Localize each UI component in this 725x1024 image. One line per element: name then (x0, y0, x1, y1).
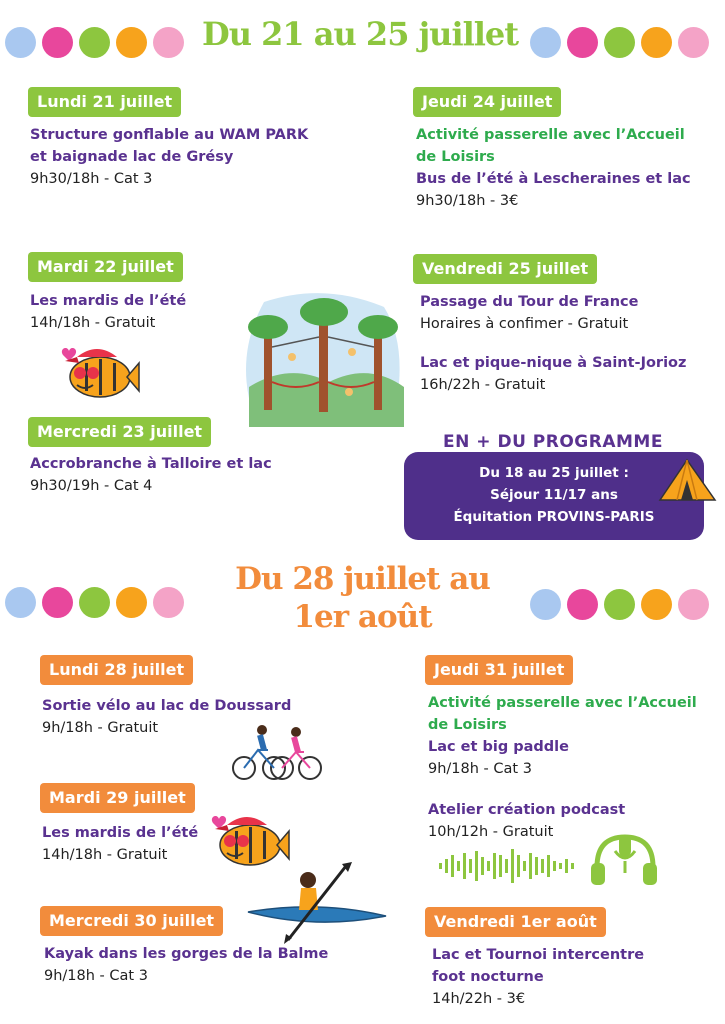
dots-top-right (530, 27, 709, 58)
activity-vendredi-25: Passage du Tour de France Horaires à confimer - Gratuit (420, 294, 639, 332)
day-label-jeudi-24: Jeudi 24 juillet (413, 87, 561, 117)
day-label-jeudi-31: Jeudi 31 juillet (425, 655, 573, 685)
day-label-lundi-28: Lundi 28 juillet (40, 655, 193, 685)
activity-jeudi-31-podcast: Atelier création podcast 10h/12h - Gratuit (428, 802, 626, 840)
activity-mercredi-30: Kayak dans les gorges de la Balme 9h/18h - Cat 3 (44, 946, 329, 984)
activity-mardi-29: Les mardis de l’été 14h/18h - Gratuit (42, 825, 199, 863)
day-label-mercredi-30: Mercredi 30 juillet (40, 906, 223, 936)
kayak-icon (246, 862, 388, 944)
cyclists-icon (230, 720, 325, 782)
tent-icon (655, 455, 720, 505)
week2-title: Du 28 juillet au 1er août (235, 561, 490, 635)
treetop-adventure-icon (244, 292, 406, 427)
day-label-mercredi-23: Mercredi 23 juillet (28, 417, 211, 447)
activity-mercredi-23: Accrobranche à Talloire et lac 9h30/19h - Cat 4 (30, 456, 272, 494)
activity-vendredi-1er: Lac et Tournoi intercentre foot nocturne 14h/22h - 3€ (432, 947, 645, 1007)
dots-mid-right (530, 589, 709, 620)
dots-top-left (5, 27, 184, 58)
promo-title: EN + DU PROGRAMME (443, 432, 663, 452)
activity-lundi-21: Structure gonflable au WAM PARK et baignade lac de Grésy 9h30/18h - Cat 3 (30, 127, 309, 187)
day-label-vendredi-1er: Vendredi 1er août (425, 907, 606, 937)
activity-mardi-22: Les mardis de l’été 14h/18h - Gratuit (30, 293, 187, 331)
dots-mid-left (5, 587, 184, 618)
activity-jeudi-24: Activité passerelle avec l’Accueil de Loisirs Bus de l’été à Lescheraines et lac 9h30/18h - 3€ (416, 127, 691, 209)
day-label-mardi-22: Mardi 22 juillet (28, 252, 183, 282)
week1-title: Du 21 au 25 juillet (201, 15, 519, 53)
day-label-lundi-21: Lundi 21 juillet (28, 87, 181, 117)
podcast-headphones-icon (437, 825, 657, 890)
fish-with-cap-icon (55, 337, 140, 407)
activity-vendredi-25-b: Lac et pique-nique à Saint-Jorioz 16h/22h - Gratuit (420, 355, 687, 393)
activity-lundi-28: Sortie vélo au lac de Doussard 9h/18h - Gratuit (42, 698, 292, 736)
promo-box: Du 18 au 25 juillet : Séjour 11/17 ans Équitation PROVINS-PARIS (404, 452, 704, 540)
activity-jeudi-31: Activité passerelle avec l’Accueil de Loisirs Lac et big paddle 9h/18h - Cat 3 (428, 695, 697, 777)
day-label-mardi-29: Mardi 29 juillet (40, 783, 195, 813)
day-label-vendredi-25: Vendredi 25 juillet (413, 254, 597, 284)
